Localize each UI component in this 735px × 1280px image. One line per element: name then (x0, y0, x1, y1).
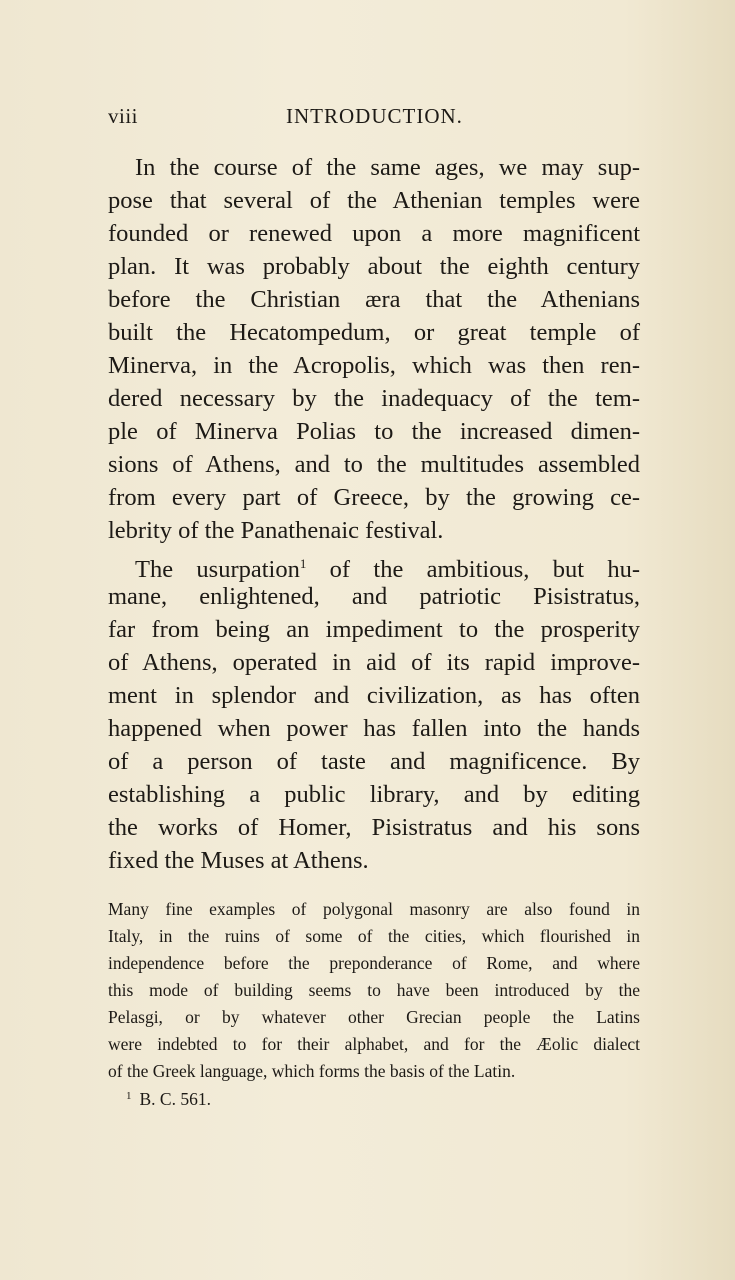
footnote-line: independence before the preponderance of Rome, and where (108, 953, 640, 973)
text-line: lebrity of the Panathenaic festival. (108, 517, 444, 544)
text-line: of Athens, operated in aid of its rapid improve- (108, 649, 640, 676)
text-line: In the course of the same ages, we may sup- (135, 154, 640, 181)
footnote-marker: 1 (126, 1090, 132, 1102)
text-line: the works of Homer, Pisistratus and his sons (108, 814, 640, 841)
text-line: plan. It was probably about the eighth century (108, 253, 640, 280)
text-fragment: The usurpation (135, 556, 300, 583)
footnote-note-text: B. C. 561. (139, 1089, 211, 1109)
text-line: sions of Athens, and to the multitudes assembled (108, 451, 640, 478)
text-line: pose that several of the Athenian temples were (108, 187, 640, 214)
footnote-line: Italy, in the ruins of some of the cities, which flourished in (108, 926, 640, 946)
footnote-line: were indebted to for their alphabet, and for the Æolic dialect (108, 1034, 640, 1054)
text-line: ment in splendor and civilization, as has often (108, 682, 640, 709)
text-line: Minerva, in the Acropolis, which was then ren- (108, 352, 640, 379)
text-line: built the Hecatompedum, or great temple of (108, 319, 640, 346)
text-line: mane, enlightened, and patriotic Pisistratus, (108, 583, 640, 610)
footnote-note (126, 1084, 211, 1111)
text-line: before the Christian æra that the Athenians (108, 286, 640, 313)
footnote-line: of the Greek language, which forms the basis of the Latin. (108, 1061, 516, 1081)
text-fragment: of the ambitious, but hu- (306, 556, 640, 583)
main-text (108, 151, 640, 877)
text-line: happened when power has fallen into the hands (108, 715, 640, 742)
page-number: viii (108, 104, 139, 128)
text-line: fixed the Muses at Athens. (108, 847, 369, 874)
text-line-with-footnote (108, 547, 640, 583)
text-line: of a person of taste and magnificence. By (108, 748, 640, 775)
footnote-block (108, 896, 640, 1085)
text-line: establishing a public library, and by editing (108, 781, 640, 808)
text-line: ple of Minerva Polias to the increased dimen- (108, 418, 640, 445)
footnote-line: Many fine examples of polygonal masonry are also found in (108, 899, 640, 919)
running-title: INTRODUCTION. (286, 104, 463, 128)
footnote-reference[interactable]: 1 (299, 556, 307, 571)
footnote-line: Pelasgi, or by whatever other Grecian people the Latins (108, 1007, 640, 1027)
text-line: from every part of Greece, by the growing ce- (108, 484, 640, 511)
running-header (108, 104, 668, 134)
text-line: dered necessary by the inadequacy of the tem- (108, 385, 640, 412)
text-line: far from being an impediment to the prosperity (108, 616, 640, 643)
text-line: founded or renewed upon a more magnificent (108, 220, 640, 247)
footnote-line: this mode of building seems to have been introduced by the (108, 980, 640, 1000)
